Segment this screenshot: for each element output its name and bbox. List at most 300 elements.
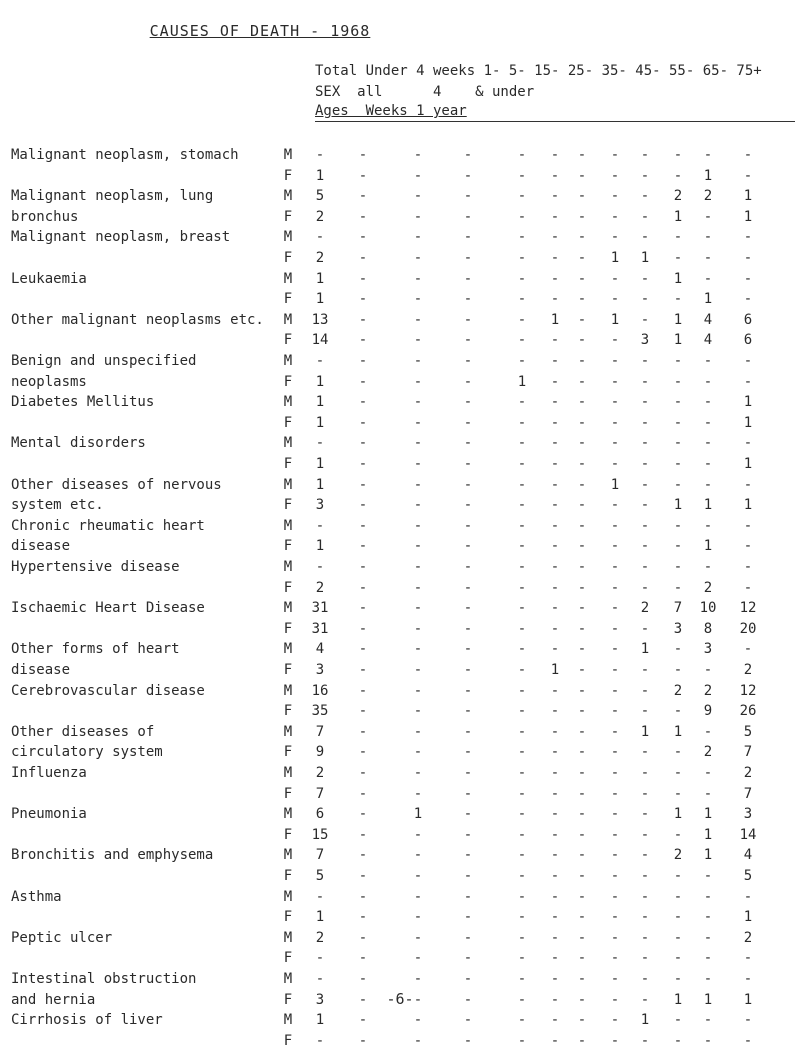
value-cell: 3 (315, 662, 325, 678)
sex-cell: M (283, 600, 293, 617)
value-cell: - (673, 971, 683, 987)
value-cell: 1 (673, 497, 683, 514)
value-cell: - (413, 373, 423, 390)
value-cell: - (640, 1032, 650, 1049)
value-cell: - (463, 806, 473, 823)
value-cell: 1 (610, 250, 620, 266)
value-cell: - (550, 538, 560, 555)
value-cell: - (610, 868, 620, 884)
value-cell: 1 (703, 538, 713, 555)
value-cell: - (517, 888, 527, 905)
value-cell: - (673, 147, 683, 163)
value-cell: - (413, 167, 423, 184)
value-cell: - (610, 373, 620, 390)
value-cell: - (315, 950, 325, 967)
value-cell: 1 (743, 414, 753, 431)
value-cell: - (463, 270, 473, 287)
value-cell: 26 (739, 703, 757, 720)
value-cell: - (703, 888, 713, 905)
value-cell: - (550, 641, 560, 658)
value-cell: - (517, 394, 527, 411)
value-cell: - (640, 888, 650, 905)
value-cell: - (413, 744, 423, 761)
value-cell: - (463, 353, 473, 369)
value-cell: - (315, 971, 325, 987)
value-cell: - (673, 950, 683, 967)
value-cell: - (610, 414, 620, 431)
value-cell: - (673, 353, 683, 369)
value-cell: 10 (699, 600, 717, 617)
value-cell: - (673, 538, 683, 555)
value-cell: 1 (315, 538, 325, 555)
value-cell: - (413, 703, 423, 720)
value-cell: - (673, 703, 683, 720)
value-cell: - (517, 414, 527, 431)
sex-cell: M (283, 888, 293, 905)
table-row (0, 209, 800, 229)
value-cell: - (640, 517, 650, 534)
value-cell: - (358, 682, 368, 699)
value-cell: - (673, 291, 683, 308)
header-rule (315, 121, 795, 122)
value-cell: - (577, 579, 587, 596)
cause-label: Peptic ulcer (11, 929, 113, 946)
value-cell: - (703, 353, 713, 369)
value-cell: - (463, 1012, 473, 1029)
value-cell: - (358, 723, 368, 740)
value-cell: 4 (703, 311, 713, 328)
value-cell: - (413, 311, 423, 328)
value-cell: - (577, 662, 587, 678)
value-cell: - (673, 476, 683, 493)
value-cell: 2 (315, 765, 325, 781)
value-cell: - (517, 806, 527, 823)
value-cell: 1 (743, 991, 753, 1008)
value-cell: - (413, 1032, 423, 1049)
value-cell: - (673, 1032, 683, 1049)
value-cell: - (517, 311, 527, 328)
value-cell: - (413, 353, 423, 369)
value-cell: - (577, 497, 587, 514)
cause-label: Asthma (11, 888, 62, 905)
cause-label: Intestinal obstruction (11, 971, 197, 987)
value-cell: - (743, 476, 753, 493)
value-cell: - (550, 950, 560, 967)
value-cell: 5 (743, 723, 753, 740)
cause-label: Cirrhosis of liver (11, 1012, 163, 1029)
value-cell: 2 (315, 929, 325, 946)
value-cell: - (610, 1032, 620, 1049)
value-cell: - (463, 538, 473, 555)
value-cell: 6 (743, 332, 753, 349)
table-row (0, 374, 800, 394)
table-row (0, 847, 800, 867)
value-cell: - (577, 847, 587, 864)
value-cell: - (550, 826, 560, 843)
value-cell: - (640, 971, 650, 987)
table-row (0, 559, 800, 579)
cause-label: Diabetes Mellitus (11, 394, 155, 411)
value-cell: - (413, 229, 423, 246)
sex-cell: F (283, 167, 293, 184)
value-cell: - (517, 250, 527, 266)
table-row (0, 683, 800, 703)
value-cell: - (358, 909, 368, 926)
cause-label: disease (11, 538, 71, 555)
value-cell: - (640, 435, 650, 452)
value-cell: 2 (703, 188, 713, 205)
sex-cell: F (283, 208, 293, 225)
value-cell: - (517, 229, 527, 246)
value-cell: - (703, 909, 713, 926)
value-cell: - (550, 353, 560, 369)
sex-cell: F (283, 620, 293, 637)
value-cell: - (315, 517, 325, 534)
column-header-units: Ages Weeks 1 year (315, 103, 467, 119)
sex-cell: F (283, 909, 293, 926)
value-cell: - (610, 723, 620, 740)
value-cell: - (517, 785, 527, 802)
value-cell: 1 (703, 167, 713, 184)
value-cell: - (413, 332, 423, 349)
value-cell: - (358, 291, 368, 308)
value-cell: - (358, 517, 368, 534)
value-cell: 3 (743, 806, 753, 823)
value-cell: - (550, 600, 560, 617)
value-cell: - (577, 229, 587, 246)
value-cell: - (413, 456, 423, 472)
value-cell: - (703, 147, 713, 163)
value-cell: - (743, 270, 753, 287)
value-cell: - (358, 311, 368, 328)
value-cell: - (673, 765, 683, 781)
value-cell: - (577, 682, 587, 699)
value-cell: - (610, 929, 620, 946)
value-cell: - (743, 888, 753, 905)
value-cell: - (577, 414, 587, 431)
value-cell: - (703, 394, 713, 411)
sex-cell: F (283, 497, 293, 514)
sex-cell: M (283, 1012, 293, 1029)
value-cell: 1 (703, 806, 713, 823)
value-cell: - (550, 909, 560, 926)
value-cell: - (550, 188, 560, 205)
value-cell: - (517, 682, 527, 699)
value-cell: - (610, 538, 620, 555)
value-cell: - (358, 332, 368, 349)
value-cell: - (743, 250, 753, 266)
table-row (0, 353, 800, 373)
sex-cell: F (283, 373, 293, 390)
value-cell: - (610, 559, 620, 575)
value-cell: - (577, 744, 587, 761)
table-row (0, 477, 800, 497)
value-cell: - (413, 538, 423, 555)
table-row (0, 786, 800, 806)
value-cell: - (463, 167, 473, 184)
value-cell: - (550, 888, 560, 905)
value-cell: 1 (743, 497, 753, 514)
cause-label: Bronchitis and emphysema (11, 847, 214, 864)
table-row (0, 538, 800, 558)
value-cell: - (413, 250, 423, 266)
value-cell: 2 (673, 682, 683, 699)
value-cell: - (463, 662, 473, 678)
value-cell: - (743, 373, 753, 390)
value-cell: - (550, 723, 560, 740)
value-cell: - (463, 682, 473, 699)
value-cell: - (517, 497, 527, 514)
value-cell: 2 (703, 579, 713, 596)
value-cell: - (610, 785, 620, 802)
value-cell: - (517, 147, 527, 163)
sex-cell: M (283, 971, 293, 987)
value-cell: - (743, 147, 753, 163)
value-cell: - (640, 353, 650, 369)
value-cell: - (463, 826, 473, 843)
value-cell: - (517, 765, 527, 781)
value-cell: - (640, 229, 650, 246)
value-cell: - (550, 1012, 560, 1029)
value-cell: - (517, 456, 527, 472)
table-row (0, 456, 800, 476)
value-cell: - (640, 765, 650, 781)
value-cell: - (743, 1032, 753, 1049)
value-cell: - (640, 188, 650, 205)
sex-cell: F (283, 579, 293, 596)
sex-cell: M (283, 765, 293, 781)
value-cell: - (550, 579, 560, 596)
value-cell: - (610, 497, 620, 514)
value-cell: - (463, 579, 473, 596)
value-cell: - (413, 600, 423, 617)
value-cell: 13 (311, 311, 329, 328)
table-row (0, 744, 800, 764)
sex-cell: M (283, 682, 293, 699)
value-cell: - (315, 435, 325, 452)
value-cell: 31 (311, 620, 329, 637)
value-cell: - (640, 826, 650, 843)
value-cell: - (610, 229, 620, 246)
value-cell: 2 (743, 929, 753, 946)
value-cell: 1 (640, 250, 650, 266)
value-cell: - (413, 826, 423, 843)
value-cell: 1 (703, 291, 713, 308)
sex-cell: M (283, 641, 293, 658)
value-cell: - (577, 270, 587, 287)
value-cell: - (463, 765, 473, 781)
value-cell: - (358, 1032, 368, 1049)
value-cell: - (358, 373, 368, 390)
value-cell: - (640, 868, 650, 884)
value-cell: - (743, 517, 753, 534)
table-row (0, 497, 800, 517)
value-cell: - (550, 806, 560, 823)
value-cell: - (610, 270, 620, 287)
value-cell: - (610, 744, 620, 761)
value-cell: - (463, 744, 473, 761)
value-cell: 2 (315, 250, 325, 266)
value-cell: 1 (673, 311, 683, 328)
value-cell: - (463, 950, 473, 967)
sex-cell: M (283, 394, 293, 411)
sex-cell: F (283, 538, 293, 555)
column-header-sub: SEX all 4 & under (315, 84, 535, 100)
value-cell: - (640, 456, 650, 472)
table-row (0, 806, 800, 826)
value-cell: - (577, 188, 587, 205)
value-cell: - (550, 332, 560, 349)
sex-cell: M (283, 147, 293, 163)
value-cell: - (358, 888, 368, 905)
value-cell: - (610, 291, 620, 308)
value-cell: - (610, 208, 620, 225)
value-cell: - (640, 682, 650, 699)
value-cell: - (610, 826, 620, 843)
value-cell: - (358, 744, 368, 761)
value-cell: - (640, 950, 650, 967)
value-cell: - (358, 538, 368, 555)
value-cell: 5 (743, 868, 753, 884)
value-cell: - (517, 1012, 527, 1029)
sex-cell: F (283, 662, 293, 678)
cause-label: Other malignant neoplasms etc. (11, 311, 264, 328)
value-cell: - (610, 600, 620, 617)
value-cell: - (610, 950, 620, 967)
value-cell: - (577, 1012, 587, 1029)
sex-cell: F (283, 785, 293, 802)
value-cell: - (577, 826, 587, 843)
value-cell: 1 (315, 167, 325, 184)
value-cell: - (610, 620, 620, 637)
value-cell: - (610, 806, 620, 823)
value-cell: - (550, 291, 560, 308)
sex-cell: F (283, 414, 293, 431)
value-cell: - (463, 456, 473, 472)
value-cell: - (517, 167, 527, 184)
value-cell: - (743, 229, 753, 246)
value-cell: - (358, 167, 368, 184)
value-cell: 3 (315, 991, 325, 1008)
value-cell: 1 (673, 806, 683, 823)
value-cell: - (517, 909, 527, 926)
page-title: CAUSES OF DEATH - 1968 (149, 22, 371, 40)
cause-label: Other forms of heart (11, 641, 180, 658)
value-cell: - (640, 991, 650, 1008)
cause-label: neoplasms (11, 373, 87, 390)
value-cell: - (463, 394, 473, 411)
value-cell: 7 (315, 785, 325, 802)
table-row (0, 662, 800, 682)
value-cell: 2 (673, 188, 683, 205)
value-cell: - (358, 435, 368, 452)
value-cell: - (610, 579, 620, 596)
value-cell: - (743, 353, 753, 369)
value-cell: 1 (550, 311, 560, 328)
value-cell: - (577, 703, 587, 720)
value-cell: - (358, 826, 368, 843)
value-cell: - (610, 188, 620, 205)
value-cell: 1 (703, 847, 713, 864)
value-cell: - (577, 785, 587, 802)
value-cell: - (413, 785, 423, 802)
value-cell: - (743, 538, 753, 555)
table-row (0, 724, 800, 744)
value-cell: - (640, 806, 650, 823)
value-cell: - (743, 1012, 753, 1029)
value-cell: - (358, 270, 368, 287)
value-cell: - (640, 579, 650, 596)
value-cell: - (673, 517, 683, 534)
value-cell: - (743, 579, 753, 596)
table-row (0, 930, 800, 950)
value-cell: - (743, 950, 753, 967)
value-cell: - (358, 662, 368, 678)
value-cell: 3 (640, 332, 650, 349)
value-cell: - (577, 765, 587, 781)
value-cell: - (703, 435, 713, 452)
value-cell: - (315, 229, 325, 246)
value-cell: - (577, 147, 587, 163)
value-cell: - (610, 332, 620, 349)
value-cell: - (517, 291, 527, 308)
value-cell: - (358, 991, 368, 1008)
value-cell: - (577, 806, 587, 823)
value-cell: - (743, 559, 753, 575)
value-cell: - (463, 909, 473, 926)
value-cell: - (610, 991, 620, 1008)
value-cell: - (673, 785, 683, 802)
sex-cell: M (283, 353, 293, 369)
table-row (0, 600, 800, 620)
value-cell: - (550, 559, 560, 575)
value-cell: - (673, 662, 683, 678)
value-cell: - (358, 703, 368, 720)
value-cell: 7 (673, 600, 683, 617)
value-cell: - (550, 765, 560, 781)
value-cell: 1 (640, 723, 650, 740)
value-cell: - (703, 868, 713, 884)
value-cell: - (577, 971, 587, 987)
column-header-ages: Total Under 4 weeks 1- 5- 15- 25- 35- 45- 55- 65- 75+ (315, 63, 762, 79)
value-cell: - (550, 373, 560, 390)
value-cell: - (358, 476, 368, 493)
value-cell: - (673, 394, 683, 411)
value-cell: - (550, 868, 560, 884)
value-cell: - (673, 229, 683, 246)
sex-cell: F (283, 250, 293, 266)
value-cell: - (577, 909, 587, 926)
value-cell: - (703, 971, 713, 987)
value-cell: 1 (610, 311, 620, 328)
value-cell: - (577, 456, 587, 472)
value-cell: 1 (315, 291, 325, 308)
value-cell: - (673, 456, 683, 472)
sex-cell: M (283, 270, 293, 287)
value-cell: - (463, 847, 473, 864)
value-cell: - (358, 394, 368, 411)
value-cell: - (517, 744, 527, 761)
value-cell: - (640, 929, 650, 946)
cause-label: circulatory system (11, 744, 163, 761)
value-cell: - (463, 517, 473, 534)
value-cell: - (315, 559, 325, 575)
value-cell: 1 (673, 332, 683, 349)
value-cell: 5 (315, 868, 325, 884)
table-row (0, 580, 800, 600)
value-cell: - (550, 414, 560, 431)
table-row (0, 394, 800, 414)
